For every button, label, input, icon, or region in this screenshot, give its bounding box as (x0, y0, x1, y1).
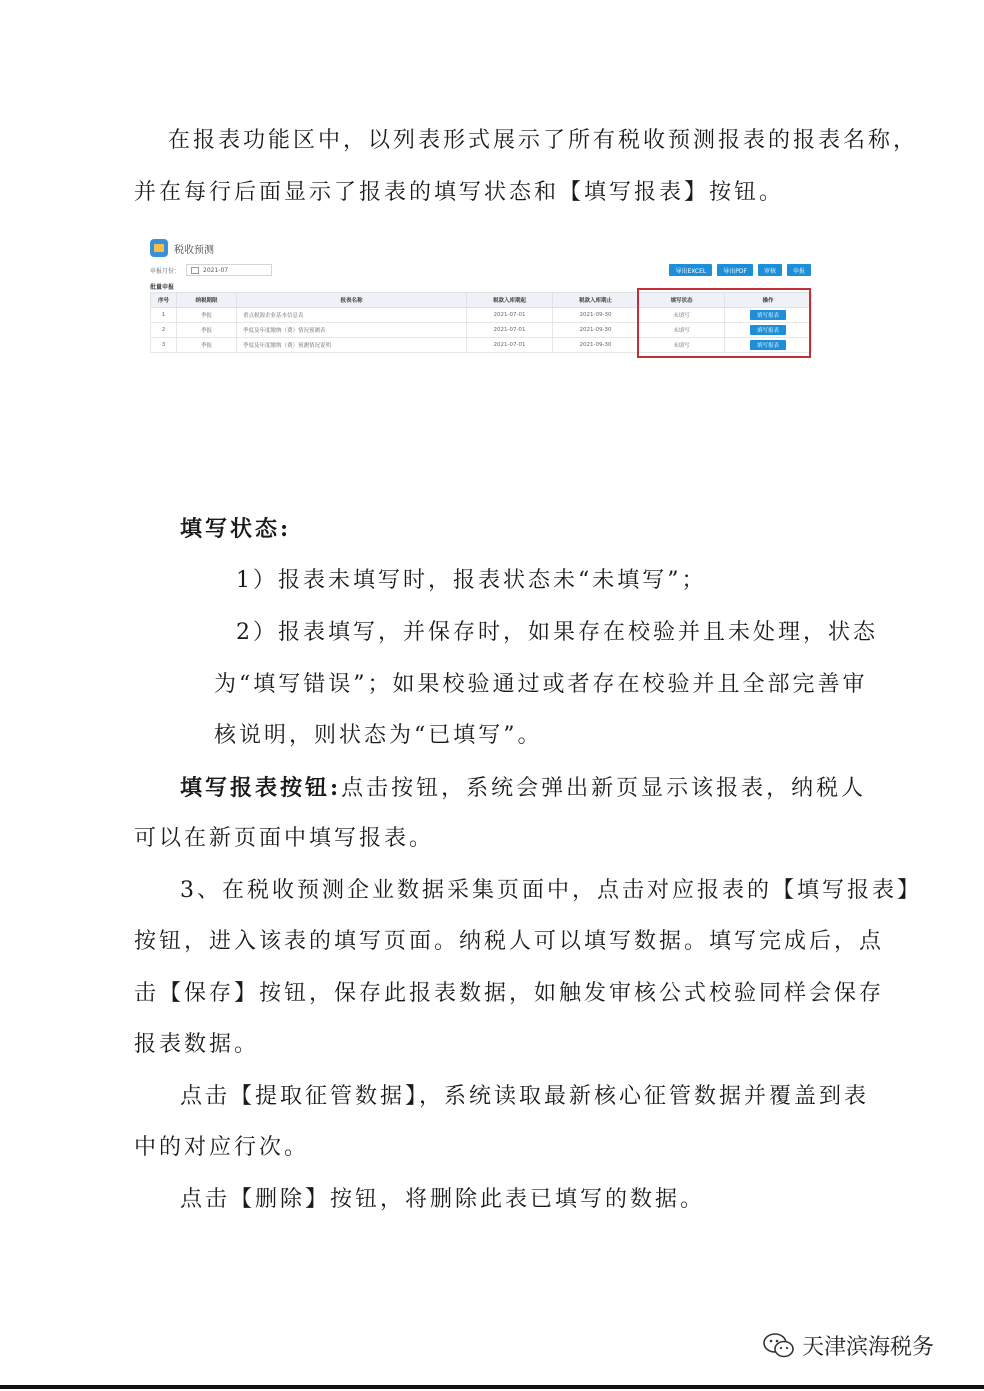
screenshot-title-text: 税收预测 (174, 244, 214, 256)
wechat-icon (762, 1332, 796, 1360)
period-input[interactable] (186, 264, 272, 276)
row-start: 2021-07-01 (467, 308, 553, 323)
col-start: 税款入库期起 (467, 293, 553, 308)
declare-button[interactable]: 申报 (787, 264, 811, 276)
period-value: 2021-07 (203, 266, 229, 274)
fill-report-button[interactable]: 填写报表 (750, 325, 786, 335)
col-name: 报表名称 (237, 293, 467, 308)
fill-report-button[interactable]: 填写报表 (750, 340, 786, 350)
watermark-text: 天津滨海税务 (802, 1335, 935, 1360)
col-status: 填写状态 (639, 293, 725, 308)
row-period: 季报 (177, 308, 237, 323)
row-end: 2021-09-30 (553, 323, 639, 338)
row-status: 未填写 (639, 323, 725, 338)
toolbar (669, 264, 811, 276)
watermark (762, 1330, 934, 1361)
row-end: 2021-09-30 (553, 308, 639, 323)
col-period: 纳税期限 (177, 293, 237, 308)
export-pdf-button[interactable]: 导出PDF (717, 264, 753, 276)
paragraph-line: 在报表功能区中，以列表形式展示了所有税收预测报表的报表名称， (168, 128, 919, 153)
fill-report-button[interactable]: 填写报表 (750, 310, 786, 320)
row-period: 季报 (177, 338, 237, 353)
row-start: 2021-07-01 (467, 338, 553, 353)
period-label: 申报月份： (150, 267, 181, 275)
row-status: 未填写 (639, 308, 725, 323)
row-no: 2 (151, 323, 177, 338)
row-name: 重点税源企业基本信息表 (237, 308, 467, 323)
paragraph-line: 报表数据。 (134, 1032, 260, 1057)
status-heading: 填写状态: (180, 516, 292, 542)
highlight-box (637, 288, 811, 358)
row-end: 2021-09-30 (553, 338, 639, 353)
paragraph-line: 点击【提取征管数据】，系统读取最新核心征管数据并覆盖到表 (180, 1084, 870, 1109)
section-label: 批量申报 (150, 284, 175, 291)
screenshot-title (150, 238, 214, 258)
button-desc: 点击按钮，系统会弹出新页显示该报表，纳税人 (341, 776, 867, 801)
period-field (150, 264, 272, 276)
row-name: 季度及年度缴纳（费）情况预测表 (237, 323, 467, 338)
paragraph-line: 点击【删除】按钮，将删除此表已填写的数据。 (180, 1187, 706, 1212)
paragraph-line: 3、在税收预测企业数据采集页面中，点击对应报表的【填写报表】 (180, 878, 922, 903)
embedded-screenshot (150, 232, 815, 360)
row-start: 2021-07-01 (467, 323, 553, 338)
paragraph-line: 按钮，进入该表的填写页面。纳税人可以填写数据。填写完成后，点 (134, 929, 885, 954)
app-icon (150, 239, 168, 257)
paragraph-line: 2）报表填写，并保存时，如果存在校验并且未处理，状态 (236, 620, 878, 645)
paragraph-line: 中的对应行次。 (134, 1135, 310, 1160)
calendar-icon (191, 267, 199, 274)
paragraph-line: 核说明，则状态为“已填写”。 (214, 723, 543, 748)
col-action: 操作 (725, 293, 812, 308)
col-end: 税款入库期止 (553, 293, 639, 308)
review-button[interactable]: 审核 (758, 264, 782, 276)
paragraph-line: 为“填写错误”；如果校验通过或者存在校验并且全部完善审 (214, 672, 868, 697)
paragraph-line: 可以在新页面中填写报表。 (134, 826, 435, 851)
row-status: 未填写 (639, 338, 725, 353)
export-excel-button[interactable]: 导出EXCEL (669, 264, 712, 276)
col-no: 序号 (151, 293, 177, 308)
paragraph-line: 1）报表未填写时，报表状态未“未填写”； (236, 568, 707, 593)
row-no: 1 (151, 308, 177, 323)
button-heading: 填写报表按钮: (180, 775, 342, 801)
bottom-rule (0, 1385, 984, 1389)
row-period: 季报 (177, 323, 237, 338)
paragraph-line: 并在每行后面显示了报表的填写状态和【填写报表】按钮。 (134, 180, 785, 205)
paragraph-line (180, 773, 866, 804)
row-name: 季度及年度缴纳（费）预测情况说明 (237, 338, 467, 353)
row-no: 3 (151, 338, 177, 353)
paragraph-line: 击【保存】按钮，保存此报表数据，如触发审核公式校验同样会保存 (134, 981, 885, 1006)
